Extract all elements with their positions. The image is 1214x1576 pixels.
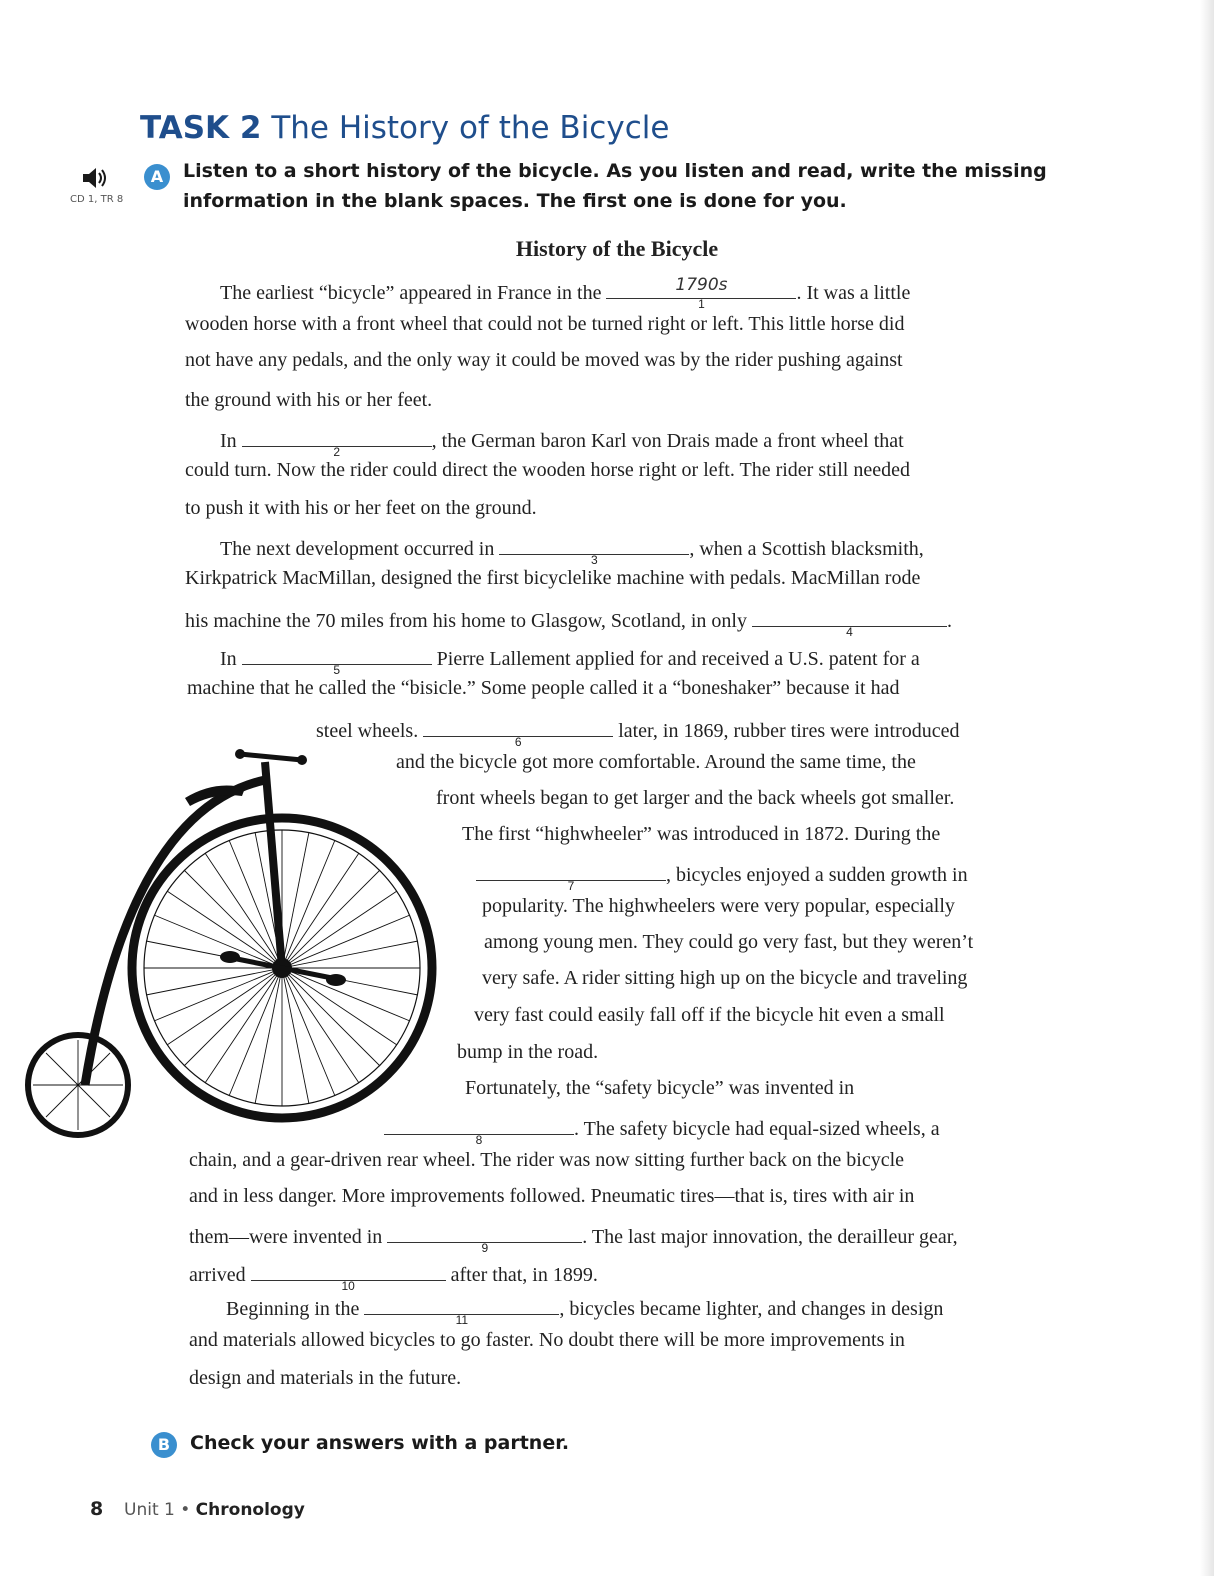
task-title bbox=[140, 110, 669, 146]
footer-topic: Chronology bbox=[195, 1500, 305, 1520]
section-a-instructions-line-1: Listen to a short history of the bicycle. As you listen and read, write the missing bbox=[183, 160, 1047, 182]
passage-line: The next development occurred in 3 , when a Scottish blacksmith, bbox=[220, 532, 924, 561]
blank-10[interactable]: 10 bbox=[251, 1258, 446, 1281]
blank-3[interactable]: 3 bbox=[499, 532, 689, 555]
blank-5[interactable]: 5 bbox=[242, 642, 432, 665]
passage-line: front wheels began to get larger and the back wheels got smaller. bbox=[436, 787, 955, 809]
passage-line: In 5 Pierre Lallement applied for and received a U.S. patent for a bbox=[220, 642, 920, 671]
passage-line: The earliest “bicycle” appeared in France in the 1790s 1 . It was a little bbox=[220, 275, 911, 311]
footer-unit-label bbox=[124, 1500, 305, 1520]
passage-line: Beginning in the 11 , bicycles became lighter, and changes in design bbox=[226, 1292, 943, 1321]
passage-line: In 2 , the German baron Karl von Drais made a front wheel that bbox=[220, 424, 904, 453]
passage-line: to push it with his or her feet on the ground. bbox=[185, 497, 537, 519]
passage-line: very fast could easily fall off if the bicycle hit even a small bbox=[474, 1004, 945, 1026]
section-a-badge: A bbox=[144, 164, 170, 190]
passage-line: The first “highwheeler” was introduced in 1872. During the bbox=[462, 823, 941, 845]
section-b-badge: B bbox=[151, 1432, 177, 1458]
passage-line: could turn. Now the rider could direct the wooden horse right or left. The rider still needed bbox=[185, 459, 910, 481]
passage-line: bump in the road. bbox=[457, 1041, 599, 1063]
footer-unit: Unit 1 • bbox=[124, 1500, 196, 1520]
passage-line: Fortunately, the “safety bicycle” was invented in bbox=[465, 1077, 855, 1099]
passage-line: machine that he called the “bisicle.” Some people called it a “boneshaker” because it had bbox=[187, 677, 900, 699]
passage-line: 8 . The safety bicycle had equal-sized wheels, a bbox=[384, 1112, 940, 1141]
task-name: The History of the Bicycle bbox=[271, 110, 670, 146]
passage-line: steel wheels. 6 later, in 1869, rubber tires were introduced bbox=[316, 714, 960, 743]
blank-8[interactable]: 8 bbox=[384, 1112, 574, 1135]
blank-2[interactable]: 2 bbox=[242, 424, 432, 447]
blank-7[interactable]: 7 bbox=[476, 858, 666, 881]
passage-line: chain, and a gear-driven rear wheel. The rider was now sitting further back on the bicycle bbox=[189, 1149, 905, 1171]
penny-farthing-bicycle-icon bbox=[20, 740, 440, 1140]
passage-line: and the bicycle got more comfortable. Around the same time, the bbox=[396, 751, 916, 773]
passage-line: 7 , bicycles enjoyed a sudden growth in bbox=[476, 858, 968, 887]
page-number: 8 bbox=[90, 1498, 104, 1520]
passage-line: popularity. The highwheelers were very popular, especially bbox=[482, 895, 955, 917]
blank-1[interactable]: 1790s 1 bbox=[606, 276, 796, 299]
passage-line: and materials allowed bicycles to go faster. No doubt there will be more improvements in bbox=[189, 1329, 905, 1351]
passage-line: arrived 10 after that, in 1899. bbox=[189, 1258, 598, 1287]
section-b-instructions: Check your answers with a partner. bbox=[190, 1432, 570, 1454]
passage-line: his machine the 70 miles from his home to Glasgow, Scotland, in only 4 . bbox=[185, 604, 952, 633]
blank-4[interactable]: 4 bbox=[752, 604, 947, 627]
passage-line: not have any pedals, and the only way it could be moved was by the rider pushing against bbox=[185, 349, 903, 371]
passage-line: and in less danger. More improvements followed. Pneumatic tires—that is, tires with air in bbox=[189, 1185, 915, 1207]
passage-line: the ground with his or her feet. bbox=[185, 389, 433, 411]
passage-line: Kirkpatrick MacMillan, designed the first bicyclelike machine with pedals. MacMillan rode bbox=[185, 567, 921, 589]
passage-line: among young men. They could go very fast, but they weren’t bbox=[484, 931, 974, 953]
task-number: TASK 2 bbox=[140, 110, 262, 146]
passage-heading: History of the Bicycle bbox=[515, 236, 719, 261]
passage-line: wooden horse with a front wheel that could not be turned right or left. This little horse did bbox=[185, 313, 905, 335]
section-a-instructions-line-2: information in the blank spaces. The first one is done for you. bbox=[183, 190, 847, 212]
blank-6[interactable]: 6 bbox=[423, 714, 613, 737]
speaker-icon[interactable] bbox=[80, 164, 108, 192]
cd-track-label: CD 1, TR 8 bbox=[70, 194, 124, 205]
passage-line: design and materials in the future. bbox=[189, 1367, 462, 1389]
passage-line: them—were invented in 9 . The last major innovation, the derailleur gear, bbox=[189, 1220, 958, 1249]
passage-line: very safe. A rider sitting high up on the bicycle and traveling bbox=[482, 967, 968, 989]
blank-11[interactable]: 11 bbox=[364, 1292, 559, 1315]
blank-9[interactable]: 9 bbox=[387, 1220, 582, 1243]
